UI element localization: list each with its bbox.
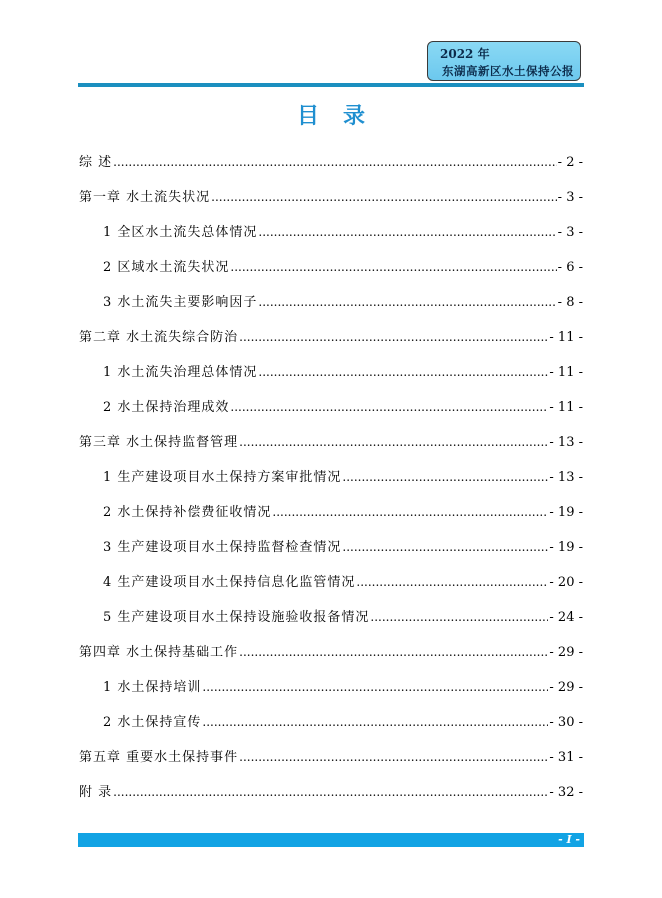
toc-entry-label: 1 水土流失治理总体情况 (103, 365, 258, 380)
footer-bar (78, 833, 584, 847)
toc-subentry[interactable] (79, 695, 583, 730)
toc-entry-page: - 3 - (557, 225, 583, 240)
toc-entry-page: - 8 - (557, 295, 583, 310)
toc-entry[interactable] (79, 625, 583, 660)
toc-entry-page: - 29 - (549, 645, 583, 660)
toc-entry-page: - 11 - (549, 330, 583, 345)
toc-entry-page: - 19 - (549, 505, 583, 520)
toc-leader-dots (258, 295, 556, 310)
toc-leader-dots (202, 715, 548, 730)
toc-subentry[interactable] (79, 555, 583, 590)
toc-entry-label: 第一章 水土流失状况 (79, 190, 211, 205)
toc-leader-dots (342, 540, 548, 555)
toc-entry-label: 第四章 水土保持基础工作 (79, 645, 239, 660)
report-header-box (427, 41, 581, 81)
table-of-contents (79, 135, 583, 800)
toc-entry-label: 2 区域水土流失状况 (103, 260, 230, 275)
toc-entry-page: - 11 - (549, 365, 583, 380)
report-title: 东湖高新区水土保持公报 (442, 64, 574, 78)
toc-entry-page: - 6 - (557, 260, 583, 275)
toc-entry-label: 第五章 重要水土保持事件 (79, 750, 239, 765)
toc-entry-label: 1 生产建设项目水土保持方案审批情况 (103, 470, 342, 485)
toc-entry-label: 第三章 水土保持监督管理 (79, 435, 239, 450)
toc-entry-label: 综 述 (79, 155, 113, 170)
toc-subentry[interactable] (79, 240, 583, 275)
toc-subentry[interactable] (79, 590, 583, 625)
toc-entry-label: 3 生产建设项目水土保持监督检查情况 (103, 540, 342, 555)
toc-entry-label: 1 水土保持培训 (103, 680, 202, 695)
toc-entry-label: 4 生产建设项目水土保持信息化监管情况 (103, 575, 356, 590)
header-rule (78, 83, 584, 87)
toc-subentry[interactable] (79, 275, 583, 310)
toc-leader-dots (230, 260, 556, 275)
toc-subentry[interactable] (79, 205, 583, 240)
toc-leader-dots (113, 785, 548, 800)
toc-entry-label: 2 水土保持治理成效 (103, 400, 230, 415)
toc-entry-page: - 19 - (549, 540, 583, 555)
toc-subentry[interactable] (79, 660, 583, 695)
toc-leader-dots (113, 155, 557, 170)
toc-entry-label: 第二章 水土流失综合防治 (79, 330, 239, 345)
toc-subentry[interactable] (79, 450, 583, 485)
toc-entry-page: - 13 - (549, 470, 583, 485)
toc-leader-dots (258, 365, 548, 380)
toc-entry-label: 2 水土保持宣传 (103, 715, 202, 730)
toc-leader-dots (239, 435, 548, 450)
toc-heading: 目录 (296, 103, 389, 129)
toc-subentry[interactable] (79, 380, 583, 415)
toc-entry-page: - 29 - (549, 680, 583, 695)
toc-leader-dots (202, 680, 548, 695)
report-year: 2022 年 (440, 47, 490, 61)
toc-entry-label: 附 录 (79, 785, 113, 800)
toc-entry-page: - 30 - (549, 715, 583, 730)
toc-entry-page: - 13 - (549, 435, 583, 450)
toc-leader-dots (211, 190, 557, 205)
toc-entry-label: 3 水土流失主要影响因子 (103, 295, 258, 310)
toc-entry-page: - 20 - (549, 575, 583, 590)
toc-leader-dots (239, 330, 548, 345)
toc-leader-dots (230, 400, 548, 415)
toc-leader-dots (356, 575, 548, 590)
toc-entry[interactable] (79, 310, 583, 345)
toc-entry-page: - 24 - (549, 610, 583, 625)
toc-entry[interactable] (79, 135, 583, 170)
toc-entry[interactable] (79, 415, 583, 450)
toc-entry-page: - 32 - (549, 785, 583, 800)
toc-entry[interactable] (79, 765, 583, 800)
toc-leader-dots (370, 610, 548, 625)
toc-entry-label: 5 生产建设项目水土保持设施验收报备情况 (103, 610, 370, 625)
toc-entry-page: - 3 - (557, 190, 583, 205)
toc-leader-dots (272, 505, 548, 520)
toc-entry[interactable] (79, 730, 583, 765)
toc-leader-dots (342, 470, 548, 485)
toc-subentry[interactable] (79, 345, 583, 380)
toc-entry-label: 2 水土保持补偿费征收情况 (103, 505, 272, 520)
toc-entry-page: - 2 - (557, 155, 583, 170)
toc-entry[interactable] (79, 170, 583, 205)
toc-subentry[interactable] (79, 520, 583, 555)
toc-entry-label: 1 全区水土流失总体情况 (103, 225, 258, 240)
toc-leader-dots (239, 645, 548, 660)
toc-leader-dots (239, 750, 548, 765)
toc-leader-dots (258, 225, 556, 240)
footer-page-number: - I - (558, 833, 580, 846)
toc-subentry[interactable] (79, 485, 583, 520)
toc-entry-page: - 11 - (549, 400, 583, 415)
toc-entry-page: - 31 - (549, 750, 583, 765)
